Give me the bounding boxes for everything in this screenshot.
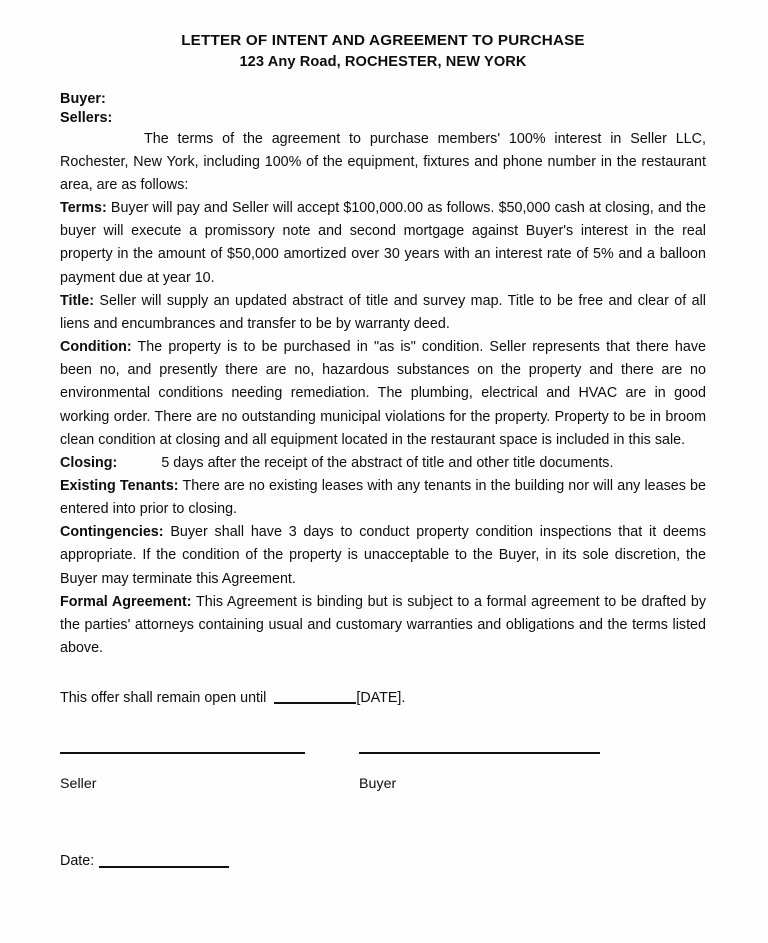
document-subtitle: 123 Any Road, ROCHESTER, NEW YORK (239, 54, 527, 71)
offer-expiry-prefix: This offer shall remain open until (60, 690, 267, 707)
section-existing-tenants-body: There are no existing leases with any tenants in the building nor will any leases be entered into prior to closing. (60, 477, 706, 518)
section-title-label: Title: (60, 292, 95, 309)
offer-expiry-date-blank[interactable] (274, 702, 356, 704)
document-header (60, 30, 706, 73)
section-existing-tenants (60, 475, 706, 521)
signature-block (60, 752, 706, 828)
buyer-signature-label: Buyer (359, 776, 397, 793)
buyer-label: Buyer: (60, 91, 106, 108)
offer-expiry-line (60, 687, 706, 710)
section-closing (60, 452, 706, 475)
date-label: Date: (60, 853, 95, 870)
section-condition (60, 336, 706, 452)
section-formal-agreement (60, 591, 706, 660)
section-condition-label: Condition: (60, 339, 132, 356)
section-closing-body: 5 days after the receipt of the abstract of title and other title documents. (161, 454, 614, 471)
section-formal-agreement-label: Formal Agreement: (60, 593, 192, 610)
section-terms-label: Terms: (60, 200, 107, 217)
section-terms-body: Buyer will pay and Seller will accept $100,000.00 as follows. $50,000 cash at closing, and the buyer will execute a promissory note and second mortgage against Buyer's interest in the real property in the amount of $50,000 amortized over 30 years with an interest rate of 5% and a balloon payment due at year 10. (60, 200, 706, 286)
sellers-label: Sellers: (60, 109, 113, 126)
section-contingencies-label: Contingencies: (60, 524, 164, 541)
document-title: LETTER OF INTENT AND AGREEMENT TO PURCHASE (181, 32, 585, 49)
section-terms (60, 197, 706, 290)
section-closing-label: Closing: (60, 454, 118, 471)
section-title-body: Seller will supply an updated abstract of title and survey map. Title to be free and clear of all liens and encumbrances and transfer to be by warranty deed. (60, 292, 706, 332)
section-title (60, 290, 706, 336)
offer-expiry-suffix: [DATE]. (356, 690, 406, 707)
buyer-signature-group (359, 752, 600, 793)
date-blank[interactable] (99, 866, 229, 868)
date-line (60, 852, 706, 871)
intro-paragraph: The terms of the agreement to purchase members' 100% interest in Seller LLC, Rochester, New York, including 100% of the equipment, fixtures and phone number in the restaurant area, are as follows: (60, 130, 706, 193)
party-block (60, 90, 706, 127)
seller-signature-group (60, 752, 305, 793)
section-contingencies (60, 521, 706, 590)
section-condition-body: The property is to be purchased in "as is" condition. Seller represents that there have been no, and presently there are no, hazardous substances on the property and there are no environmental conditions needing remediation. The plumbing, electrical and HVAC are in good working order. There are no outstanding municipal violations for the property. Property to be in broom clean condition at closing and all equipment located in the restaurant space is included in this sale. (60, 339, 706, 448)
buyer-signature-line[interactable] (359, 752, 600, 754)
seller-signature-line[interactable] (60, 752, 305, 754)
section-contingencies-body: Buyer shall have 3 days to conduct property condition inspections that it deems appropriate. If the condition of the property is unacceptable to the Buyer, in its sole discretion, the Buyer may terminate this Agreement. (60, 524, 706, 587)
seller-signature-label: Seller (60, 776, 97, 793)
section-existing-tenants-label: Existing Tenants: (60, 477, 179, 494)
section-formal-agreement-body: This Agreement is binding but is subject to a formal agreement to be drafted by the parties' attorneys containing usual and customary warranties and obligations and the terms listed above. (60, 593, 706, 657)
